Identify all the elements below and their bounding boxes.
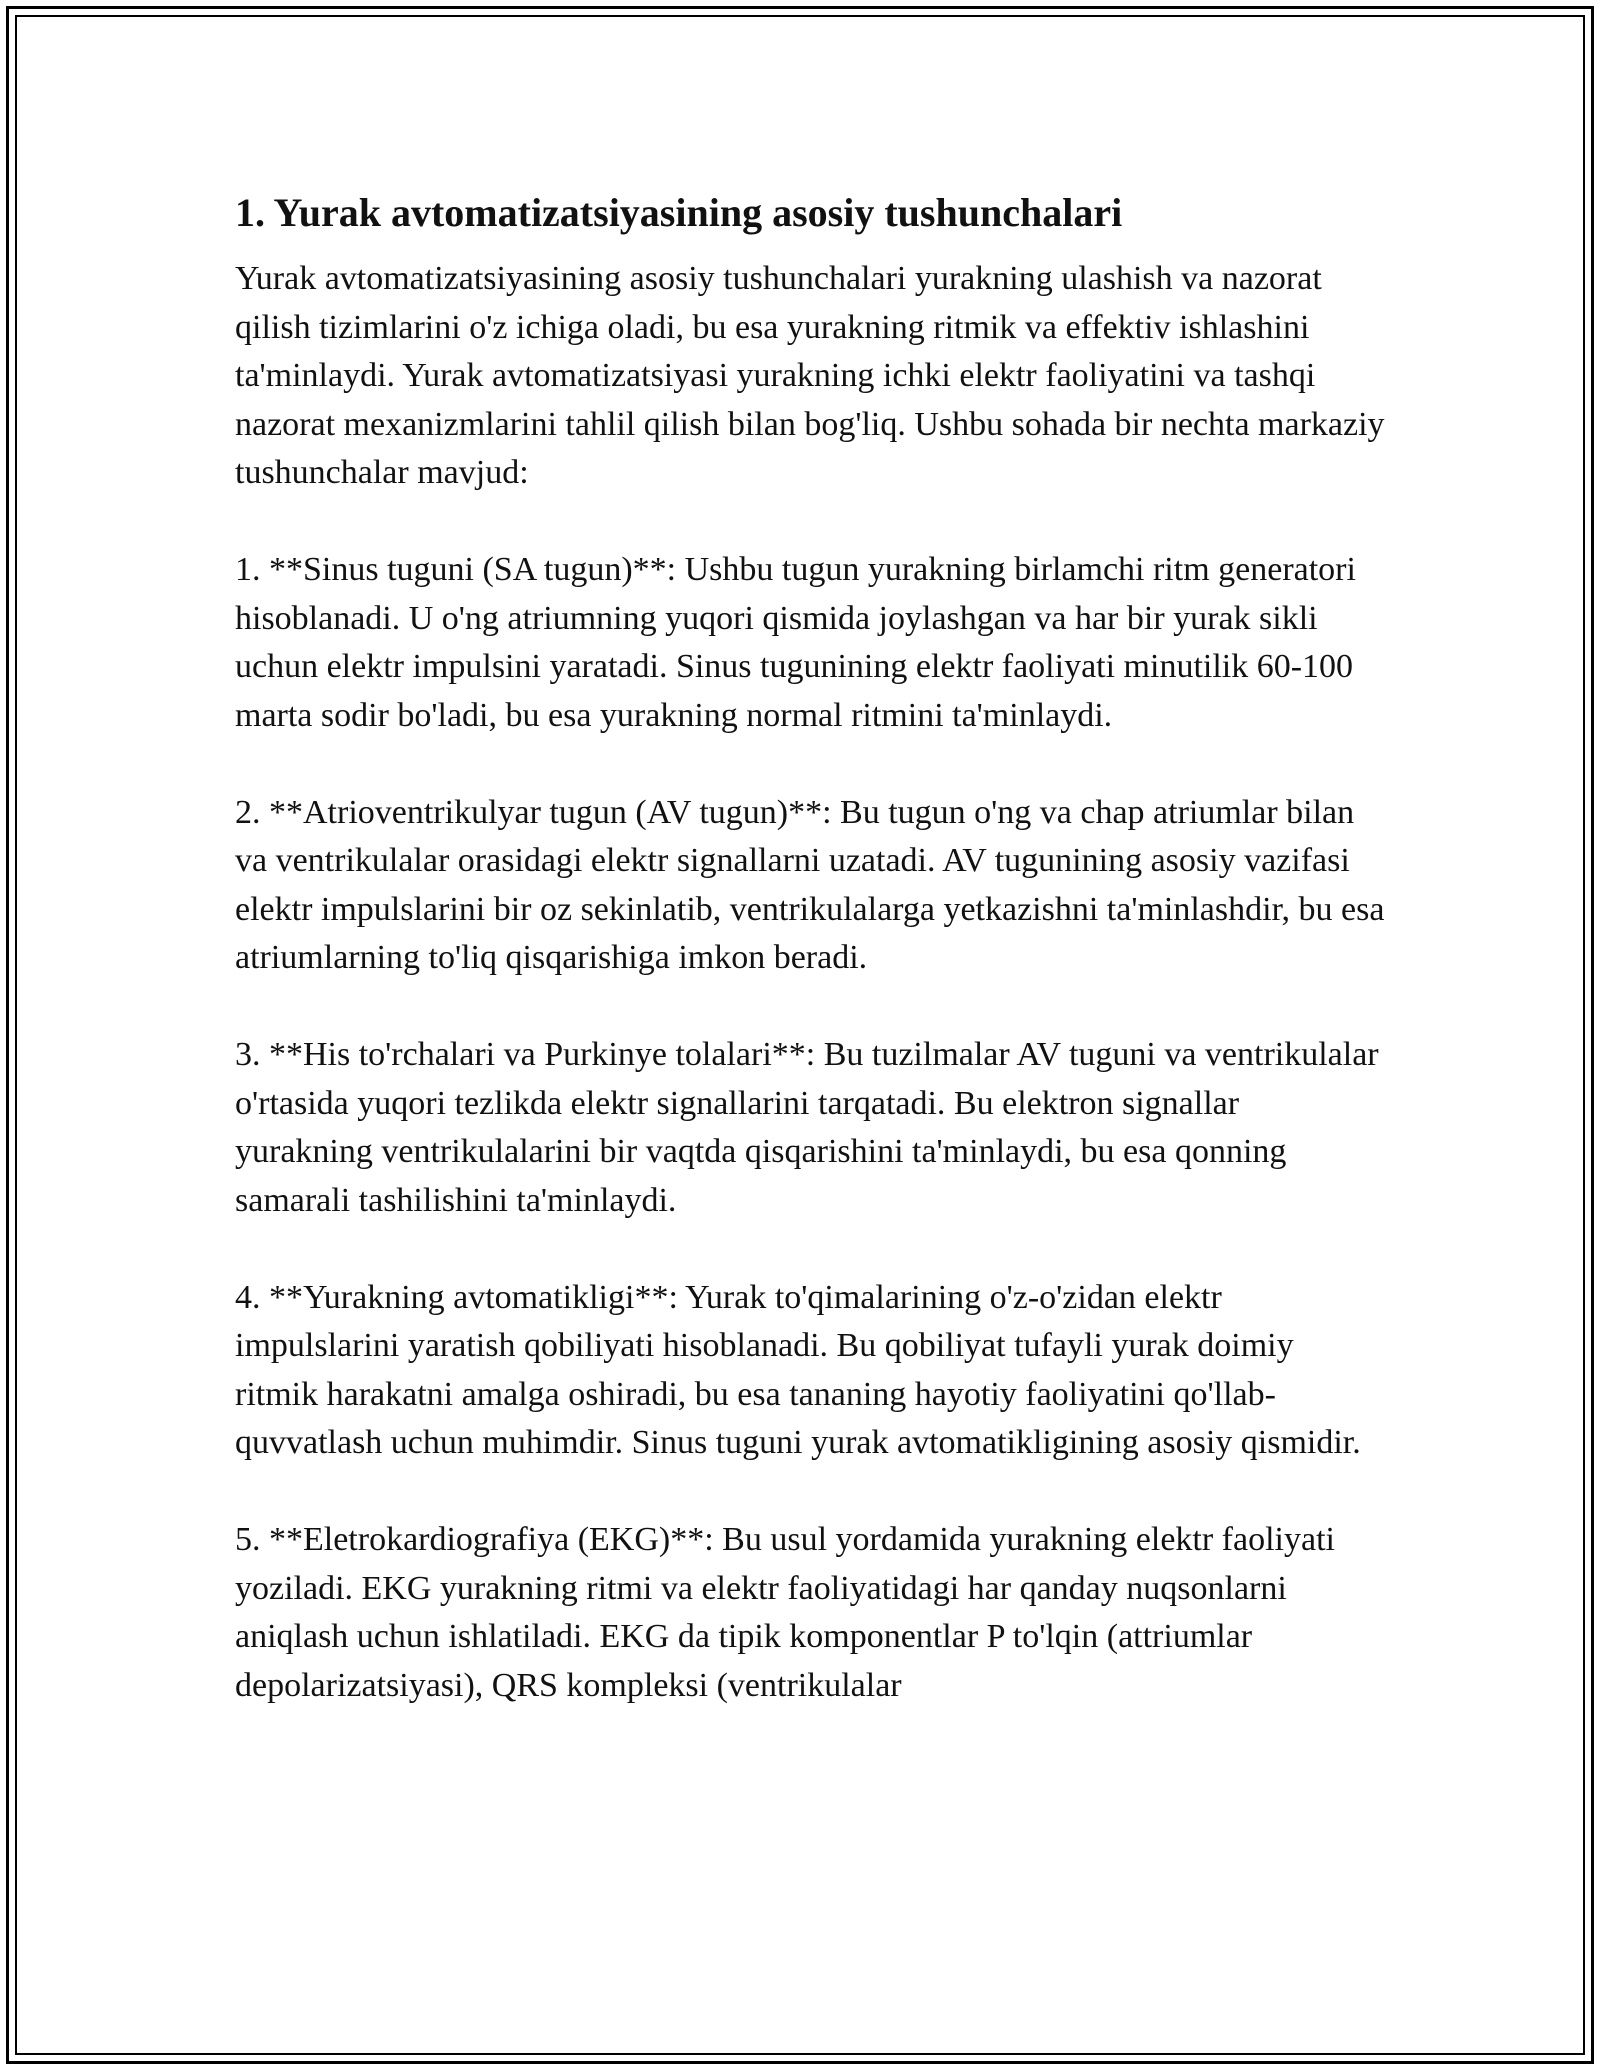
list-item-his-purkinje: 3. **His to'rchalari va Purkinye tolalari**: Bu tuzilmalar AV tuguni va ventrikulalar o'rtasida yuqori tezlikda elektr signallarini tarqatadi. Bu elektron signallar yurakning ventrikulalarini bir vaqtda qisqarishini ta'minlaydi, bu esa qonning samarali tashilishini ta'minlaydi. [235,1036,1379,1219]
list-item-sinus-node: 1. **Sinus tuguni (SA tugun)**: Ushbu tugun yurakning birlamchi ritm generatori hisoblanadi. U o'ng atriumning yuqori qismida joylashgan va har bir yurak sikli uchun elektr impulsini yaratadi. Sinus tugunining elektr faoliyati minutilik 60-100 marta sodir bo'ladi, bu esa yurakning normal ritmini ta'minlaydi. [235,551,1356,734]
intro-paragraph: Yurak avtomatizatsiyasining asosiy tushunchalari yurakning ulashish va nazorat qilish tizimlarini o'z ichiga oladi, bu esa yurakning ritmik va effektiv ishlashini ta'minlaydi. Yurak avtomatizatsiyasi yurakning ichki elektr faoliyatini va tashqi nazorat mexanizmlarini tahlil qilish bilan bog'liq. Ushbu sohada bir nechta markaziy tushunchalar mavjud: [235,260,1385,491]
list-item-automaticity: 4. **Yurakning avtomatikligi**: Yurak to'qimalarining o'z-o'zidan elektr impulslarini yaratish qobiliyati hisoblanadi. Bu qobiliyat tufayli yurak doimiy ritmik harakatni amalga oshiradi, bu esa tananing hayotiy faoliyatini qo'llab-quvvatlash uchun muhimdir. Sinus tuguni yurak avtomatikligining asosiy qismidir. [235,1278,1361,1461]
document-body [235,185,1385,1710]
list-item-av-node: 2. **Atrioventrikulyar tugun (AV tugun)**: Bu tugun o'ng va chap atriumlar bilan va ventrikulalar orasidagi elektr signallarni uzatadi. AV tugunining asosiy vazifasi elektr impulslarini bir oz sekinlatib, ventrikulalarga yetkazishni ta'minlashdir, bu esa atriumlarning to'liq qisqarishiga imkon beradi. [235,793,1385,976]
section-title: 1. Yurak avtomatizatsiyasining asosiy tushunchalari [235,190,1123,235]
list-item-ecg: 5. **Eletrokardiografiya (EKG)**: Bu usul yordamida yurakning elektr faoliyati yoziladi. EKG yurakning ritmi va elektr faoliyatidagi har qanday nuqsonlarni aniqlash uchun ishlatiladi. EKG da tipik komponentlar P to'lqin (attriumlar depolarizatsiyasi), QRS kompleksi (ventrikulalar [235,1521,1335,1704]
